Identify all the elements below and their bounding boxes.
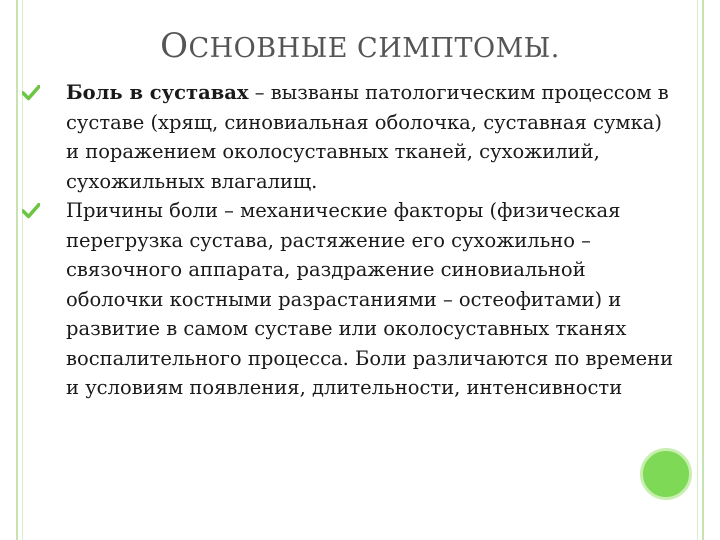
bullet-bold-text: Боль в суставах: [66, 81, 249, 104]
title-first-letter: О: [160, 26, 189, 66]
slide-title: [0, 26, 720, 66]
bullet-item: [66, 78, 676, 196]
bullet-text: – вызваны патологическим процессом в суставе (хрящ, синовиальная оболочка, суставная сумка) и поражением околосуставных тканей, сухожилий, сухожильных влагалищ.: [66, 81, 669, 193]
bullet-item: [66, 196, 676, 403]
title-rest: СНОВНЫЕ СИМПТОМЫ.: [188, 33, 560, 64]
decorative-green-circle: [640, 448, 692, 500]
slide-content: [66, 78, 676, 403]
bullet-text: Причины боли – механические факторы (физическая перегрузка сустава, растяжение его сухожильно – связочного аппарата, раздражение синовиальной оболочки костными разрастаниями – остеофитами) и развитие в самом суставе или околосуставных тканях воспалительного процесса. Боли различаются по времени и условиям появления, длительности, интенсивности: [66, 199, 674, 399]
